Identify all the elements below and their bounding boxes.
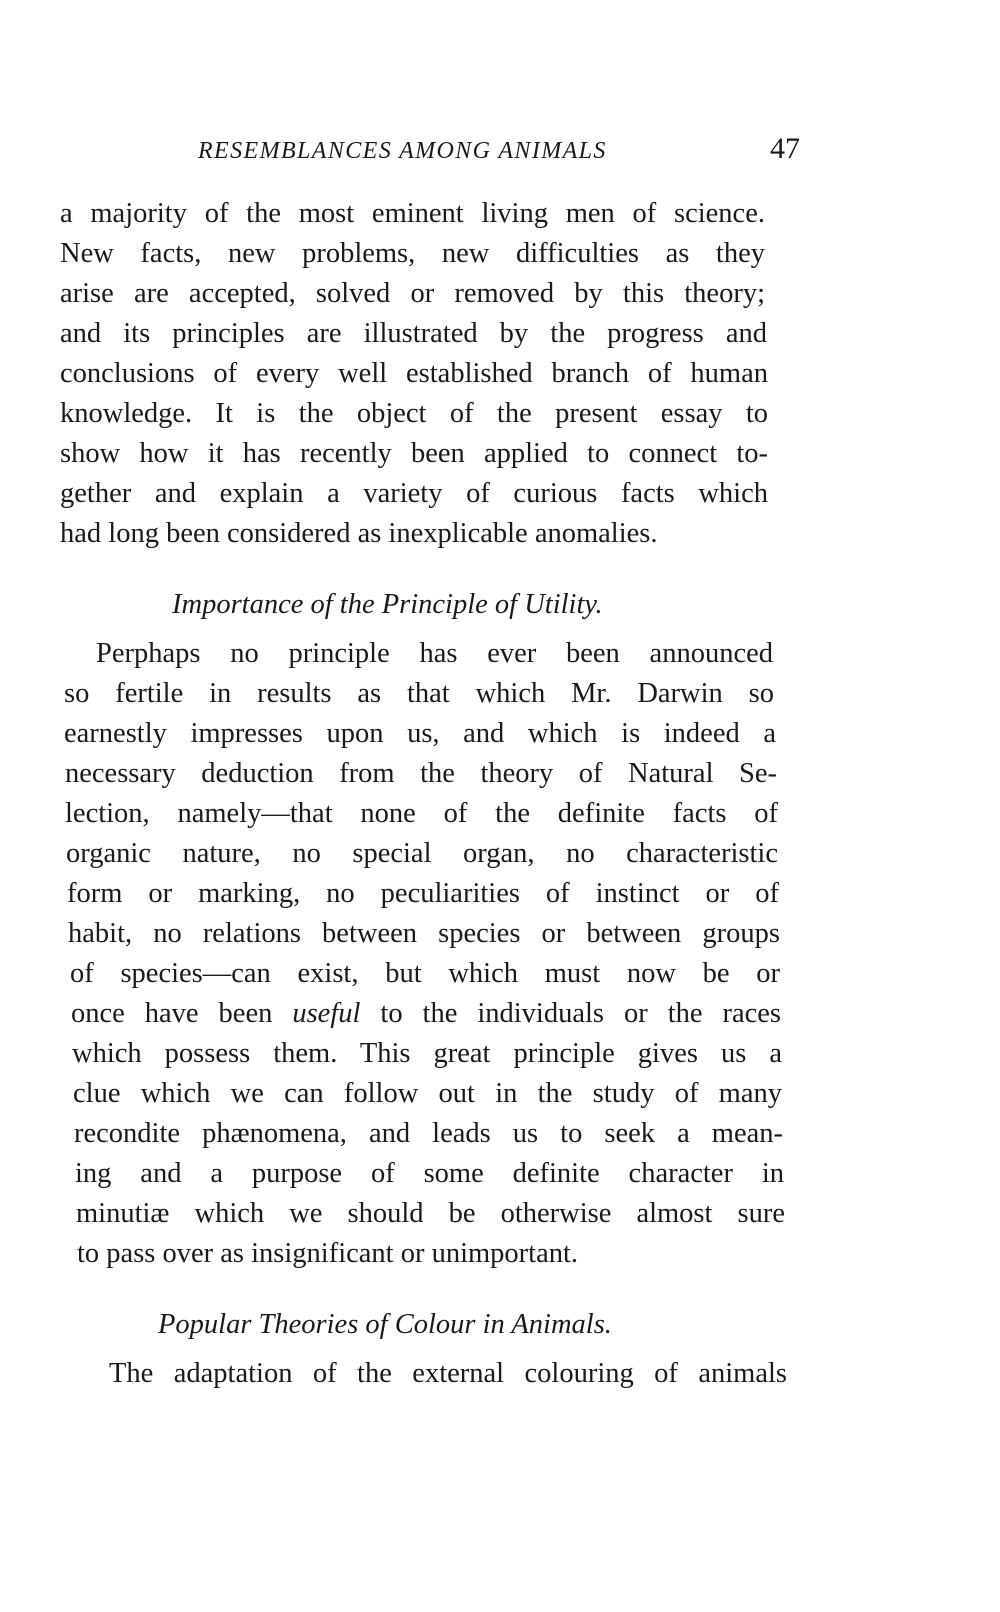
- text-line: and its principles are illustrated by the progress and: [60, 318, 767, 349]
- text-line: organic nature, no special organ, no characteristic: [66, 838, 778, 869]
- text-line: had long been considered as inexplicable anomalies.: [60, 518, 658, 549]
- text-line: The adaptation of the external colouring of animals: [109, 1358, 787, 1389]
- section-heading: Importance of the Principle of Utility.: [172, 589, 603, 620]
- text-line: earnestly impresses upon us, and which is indeed a: [64, 718, 776, 749]
- emphasis-useful: useful: [292, 998, 361, 1029]
- text-line: [71, 994, 781, 1034]
- text-line: lection, namely—that none of the definite facts of: [65, 798, 778, 829]
- text-line: of species—can exist, but which must now be or: [70, 958, 780, 989]
- text-line: gether and explain a variety of curious facts which: [60, 478, 768, 509]
- text-line: so fertile in results as that which Mr. Darwin so: [64, 678, 774, 709]
- running-title: RESEMBLANCES AMONG ANIMALS: [198, 138, 607, 164]
- text-line: a majority of the most eminent living men of science.: [60, 198, 765, 229]
- text-line: Perphaps no principle has ever been announced: [96, 638, 773, 669]
- text-line: form or marking, no peculiarities of instinct or of: [67, 878, 779, 909]
- text-line: to pass over as insignificant or unimportant.: [77, 1238, 579, 1269]
- text-line: conclusions of every well established branch of human: [60, 358, 768, 389]
- running-head: [60, 132, 800, 172]
- text-line: knowledge. It is the object of the present essay to: [60, 398, 768, 429]
- text-line: show how it has recently been applied to connect to-: [60, 438, 768, 469]
- text-line: minutiæ which we should be otherwise almost sure: [76, 1198, 785, 1229]
- section-heading: Popular Theories of Colour in Animals.: [158, 1309, 612, 1340]
- text-line: arise are accepted, solved or removed by this theory;: [60, 278, 765, 309]
- text-line: which possess them. This great principle gives us a: [72, 1038, 782, 1069]
- text-line: recondite phænomena, and leads us to seek a mean-: [74, 1118, 783, 1149]
- page-number: 47: [770, 132, 800, 165]
- text-line: habit, no relations between species or between groups: [68, 918, 780, 949]
- text-line: necessary deduction from the theory of Natural Se-: [65, 758, 777, 789]
- text-line: ing and a purpose of some definite character in: [75, 1158, 784, 1189]
- text-segment: once have been: [71, 998, 273, 1029]
- text-segment: to the individuals or the races: [380, 998, 782, 1029]
- text-line: New facts, new problems, new difficulties as they: [60, 238, 765, 269]
- text-line: clue which we can follow out in the study of many: [73, 1078, 782, 1109]
